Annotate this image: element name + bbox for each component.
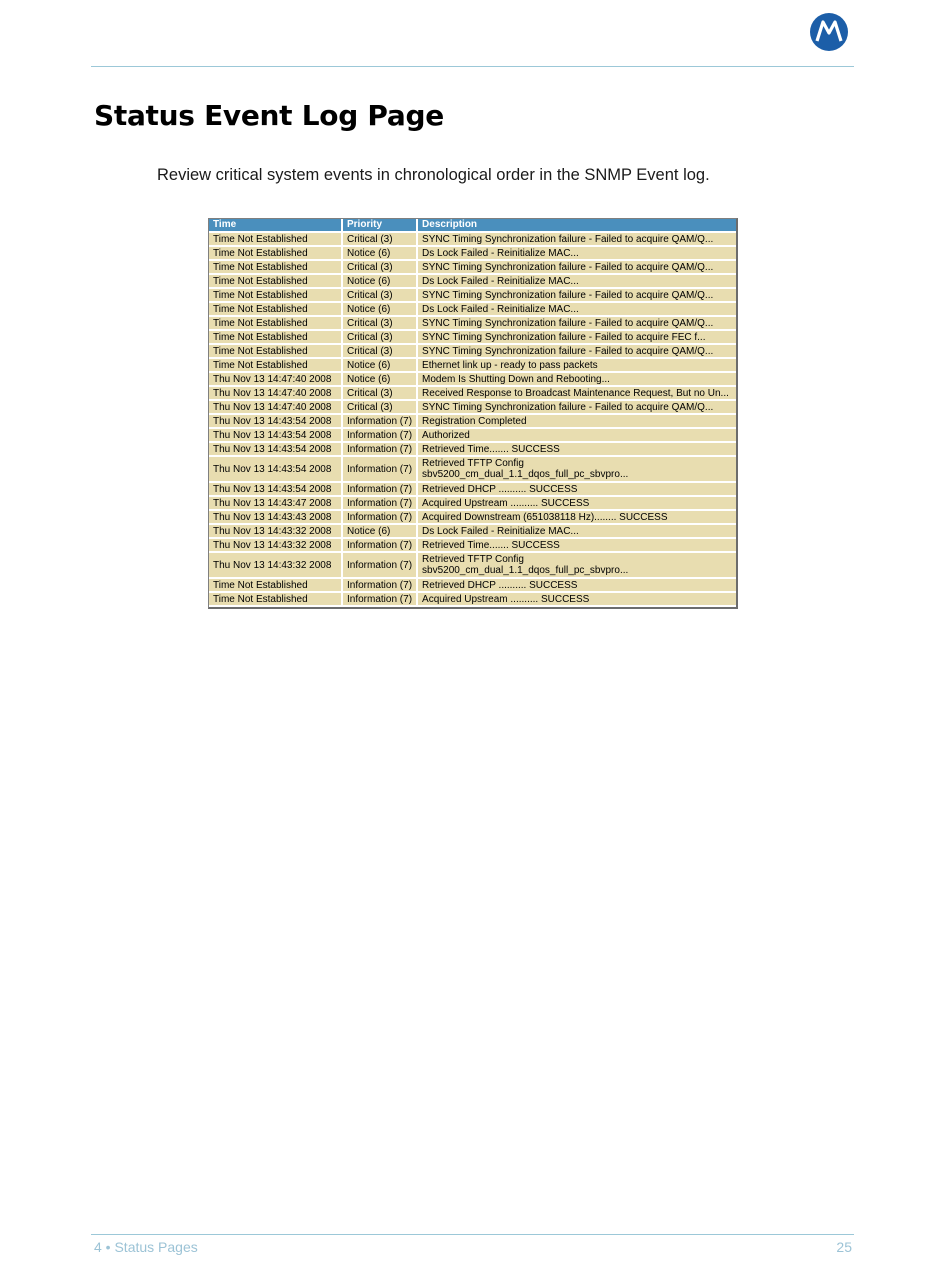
cell-description: SYNC Timing Synchronization failure - Failed to acquire QAM/Q... (418, 289, 736, 303)
event-log-screenshot (208, 218, 738, 609)
cell-time: Time Not Established (209, 317, 343, 331)
cell-time: Time Not Established (209, 247, 343, 261)
cell-time: Thu Nov 13 14:43:54 2008 (209, 457, 343, 483)
cell-time: Thu Nov 13 14:43:54 2008 (209, 429, 343, 443)
cell-priority: Notice (6) (343, 359, 418, 373)
cell-priority: Information (7) (343, 429, 418, 443)
cell-priority: Critical (3) (343, 233, 418, 247)
cell-priority: Notice (6) (343, 275, 418, 289)
cell-time: Thu Nov 13 14:43:32 2008 (209, 525, 343, 539)
cell-priority: Critical (3) (343, 387, 418, 401)
cell-time: Time Not Established (209, 331, 343, 345)
cell-description: Modem Is Shutting Down and Rebooting... (418, 373, 736, 387)
column-header-priority: Priority (343, 219, 418, 233)
footer-divider (91, 1234, 854, 1235)
table-row (209, 497, 736, 511)
table-row (209, 483, 736, 497)
cell-description: Ds Lock Failed - Reinitialize MAC... (418, 525, 736, 539)
cell-priority: Critical (3) (343, 261, 418, 275)
cell-description: Retrieved Time....... SUCCESS (418, 539, 736, 553)
table-header-row (209, 219, 736, 233)
cell-priority: Notice (6) (343, 373, 418, 387)
cell-priority: Information (7) (343, 497, 418, 511)
cell-time: Time Not Established (209, 345, 343, 359)
cell-time: Time Not Established (209, 303, 343, 317)
cell-time: Thu Nov 13 14:43:43 2008 (209, 511, 343, 525)
cell-priority: Notice (6) (343, 247, 418, 261)
cell-priority: Critical (3) (343, 289, 418, 303)
cell-time: Thu Nov 13 14:43:54 2008 (209, 443, 343, 457)
cell-priority: Critical (3) (343, 345, 418, 359)
cell-description: SYNC Timing Synchronization failure - Failed to acquire FEC f... (418, 331, 736, 345)
event-log-body (209, 233, 736, 607)
cell-time: Thu Nov 13 14:43:54 2008 (209, 483, 343, 497)
cell-priority: Information (7) (343, 415, 418, 429)
column-header-description: Description (418, 219, 736, 233)
cell-priority: Critical (3) (343, 331, 418, 345)
cell-priority: Information (7) (343, 579, 418, 593)
cell-description: SYNC Timing Synchronization failure - Failed to acquire QAM/Q... (418, 261, 736, 275)
table-row (209, 457, 736, 483)
cell-time: Time Not Established (209, 359, 343, 373)
cell-time: Thu Nov 13 14:43:32 2008 (209, 539, 343, 553)
footer-page-number: 25 (836, 1239, 852, 1255)
table-row (209, 539, 736, 553)
cell-priority: Notice (6) (343, 525, 418, 539)
cell-priority: Critical (3) (343, 401, 418, 415)
table-row (209, 401, 736, 415)
table-row (209, 233, 736, 247)
cell-description: Acquired Upstream .......... SUCCESS (418, 593, 736, 607)
cell-priority: Information (7) (343, 539, 418, 553)
cell-priority: Information (7) (343, 457, 418, 483)
cell-time: Time Not Established (209, 275, 343, 289)
table-row (209, 303, 736, 317)
table-row (209, 373, 736, 387)
table-row (209, 289, 736, 303)
table-row (209, 345, 736, 359)
cell-description: Ds Lock Failed - Reinitialize MAC... (418, 303, 736, 317)
cell-priority: Critical (3) (343, 317, 418, 331)
cell-time: Time Not Established (209, 289, 343, 303)
cell-description: Ethernet link up - ready to pass packets (418, 359, 736, 373)
table-row (209, 429, 736, 443)
table-row (209, 359, 736, 373)
cell-description: Acquired Downstream (651038118 Hz)........ SUCCESS (418, 511, 736, 525)
cell-priority: Information (7) (343, 511, 418, 525)
column-header-time: Time (209, 219, 343, 233)
table-row (209, 443, 736, 457)
cell-description: Registration Completed (418, 415, 736, 429)
header-divider (91, 66, 854, 67)
cell-priority: Information (7) (343, 443, 418, 457)
event-log-table (209, 219, 736, 607)
cell-description: SYNC Timing Synchronization failure - Failed to acquire QAM/Q... (418, 317, 736, 331)
page-title: Status Event Log Page (94, 99, 444, 132)
cell-time: Time Not Established (209, 261, 343, 275)
table-row (209, 247, 736, 261)
table-row (209, 331, 736, 345)
cell-description: SYNC Timing Synchronization failure - Failed to acquire QAM/Q... (418, 401, 736, 415)
table-row (209, 261, 736, 275)
cell-description: SYNC Timing Synchronization failure - Failed to acquire QAM/Q... (418, 345, 736, 359)
cell-description: Received Response to Broadcast Maintenance Request, But no Un... (418, 387, 736, 401)
cell-description: Retrieved DHCP .......... SUCCESS (418, 483, 736, 497)
cell-description: Retrieved TFTP Config sbv5200_cm_dual_1.1_dqos_full_pc_sbvpro... (418, 553, 736, 579)
table-row (209, 511, 736, 525)
motorola-logo-icon (810, 13, 848, 51)
cell-time: Time Not Established (209, 233, 343, 247)
table-row (209, 593, 736, 607)
table-row (209, 387, 736, 401)
cell-description: Retrieved TFTP Config sbv5200_cm_dual_1.1_dqos_full_pc_sbvpro... (418, 457, 736, 483)
cell-time: Thu Nov 13 14:43:47 2008 (209, 497, 343, 511)
cell-priority: Information (7) (343, 553, 418, 579)
table-row (209, 553, 736, 579)
footer-chapter: 4 • Status Pages (94, 1239, 198, 1255)
table-row (209, 415, 736, 429)
cell-time: Time Not Established (209, 579, 343, 593)
cell-description: Authorized (418, 429, 736, 443)
cell-time: Thu Nov 13 14:47:40 2008 (209, 387, 343, 401)
cell-time: Time Not Established (209, 593, 343, 607)
table-row (209, 525, 736, 539)
cell-priority: Notice (6) (343, 303, 418, 317)
cell-time: Thu Nov 13 14:47:40 2008 (209, 401, 343, 415)
table-row (209, 579, 736, 593)
cell-time: Thu Nov 13 14:47:40 2008 (209, 373, 343, 387)
cell-time: Thu Nov 13 14:43:32 2008 (209, 553, 343, 579)
cell-time: Thu Nov 13 14:43:54 2008 (209, 415, 343, 429)
cell-priority: Information (7) (343, 593, 418, 607)
intro-text: Review critical system events in chronological order in the SNMP Event log. (157, 166, 710, 184)
cell-priority: Information (7) (343, 483, 418, 497)
table-row (209, 275, 736, 289)
cell-description: Ds Lock Failed - Reinitialize MAC... (418, 247, 736, 261)
cell-description: Ds Lock Failed - Reinitialize MAC... (418, 275, 736, 289)
table-row (209, 317, 736, 331)
cell-description: Retrieved Time....... SUCCESS (418, 443, 736, 457)
cell-description: SYNC Timing Synchronization failure - Failed to acquire QAM/Q... (418, 233, 736, 247)
cell-description: Retrieved DHCP .......... SUCCESS (418, 579, 736, 593)
cell-description: Acquired Upstream .......... SUCCESS (418, 497, 736, 511)
